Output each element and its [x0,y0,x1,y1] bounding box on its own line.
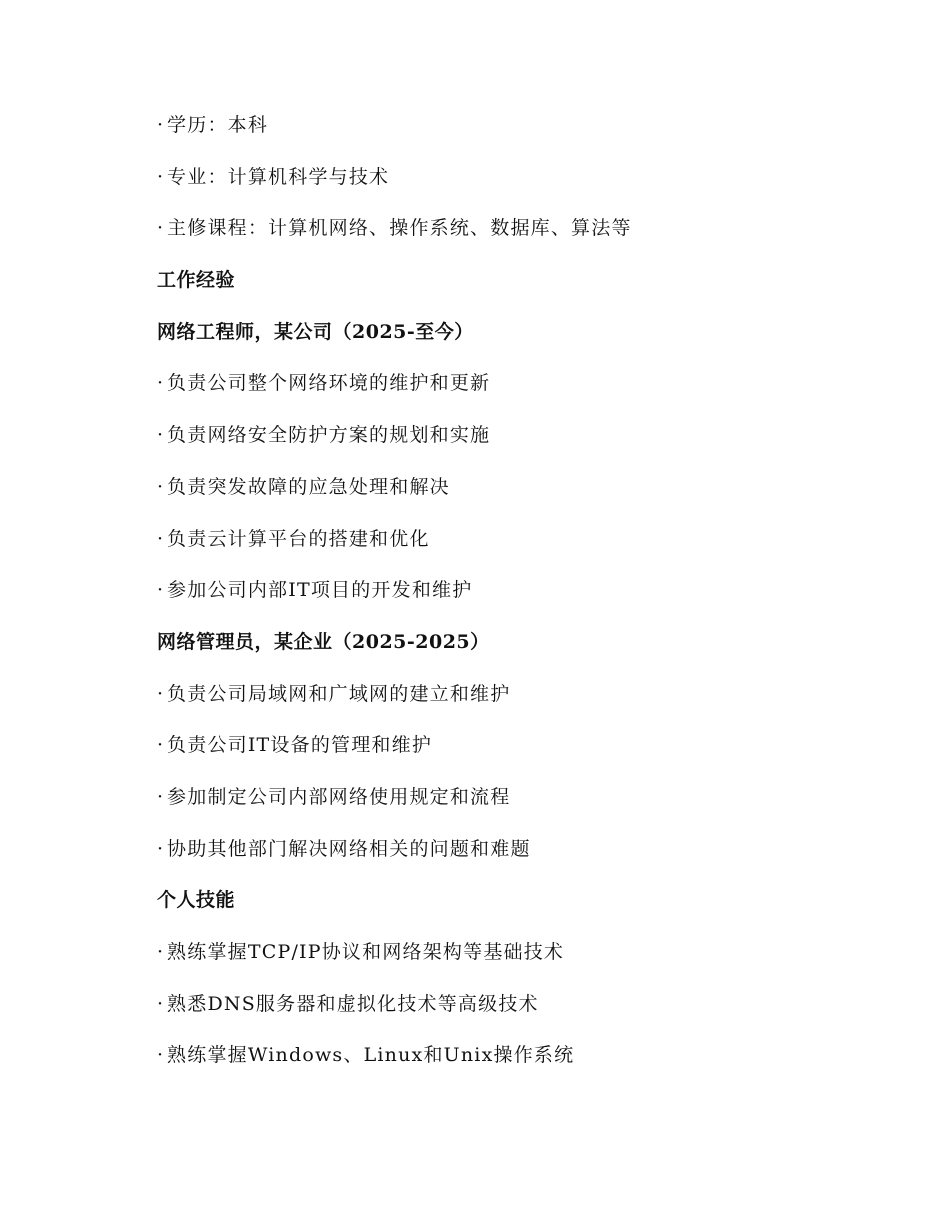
job-duty: · 负责公司局域网和广域网的建立和维护 [157,669,877,721]
skill-item: · 熟练掌握Windows、Linux和Unix操作系统 [157,1030,877,1082]
job-duty: · 负责网络安全防护方案的规划和实施 [157,410,877,462]
job-duty: · 协助其他部门解决网络相关的问题和难题 [157,824,877,876]
skill-item: · 熟练掌握TCP/IP协议和网络架构等基础技术 [157,927,877,979]
resume-page [157,100,877,1082]
job-title: 网络管理员，某企业（2025-2025） [157,630,490,653]
skill-item: · 熟悉DNS服务器和虚拟化技术等高级技术 [157,979,877,1031]
job-duty: · 负责公司整个网络环境的维护和更新 [157,358,877,410]
job-duty: · 负责公司IT设备的管理和维护 [157,720,877,772]
job-title: 网络工程师，某公司（2025-至今） [157,320,474,343]
job-duty: · 参加制定公司内部网络使用规定和流程 [157,772,877,824]
work-experience-heading: 工作经验 [157,269,236,292]
job-duty: · 负责突发故障的应急处理和解决 [157,462,877,514]
skills-heading: 个人技能 [157,889,236,912]
job-duty: · 负责云计算平台的搭建和优化 [157,514,877,566]
job-duty: · 参加公司内部IT项目的开发和维护 [157,565,877,617]
education-item: · 主修课程：计算机网络、操作系统、数据库、算法等 [157,203,877,255]
education-item: · 学历：本科 [157,100,877,152]
education-item: · 专业：计算机科学与技术 [157,152,877,204]
